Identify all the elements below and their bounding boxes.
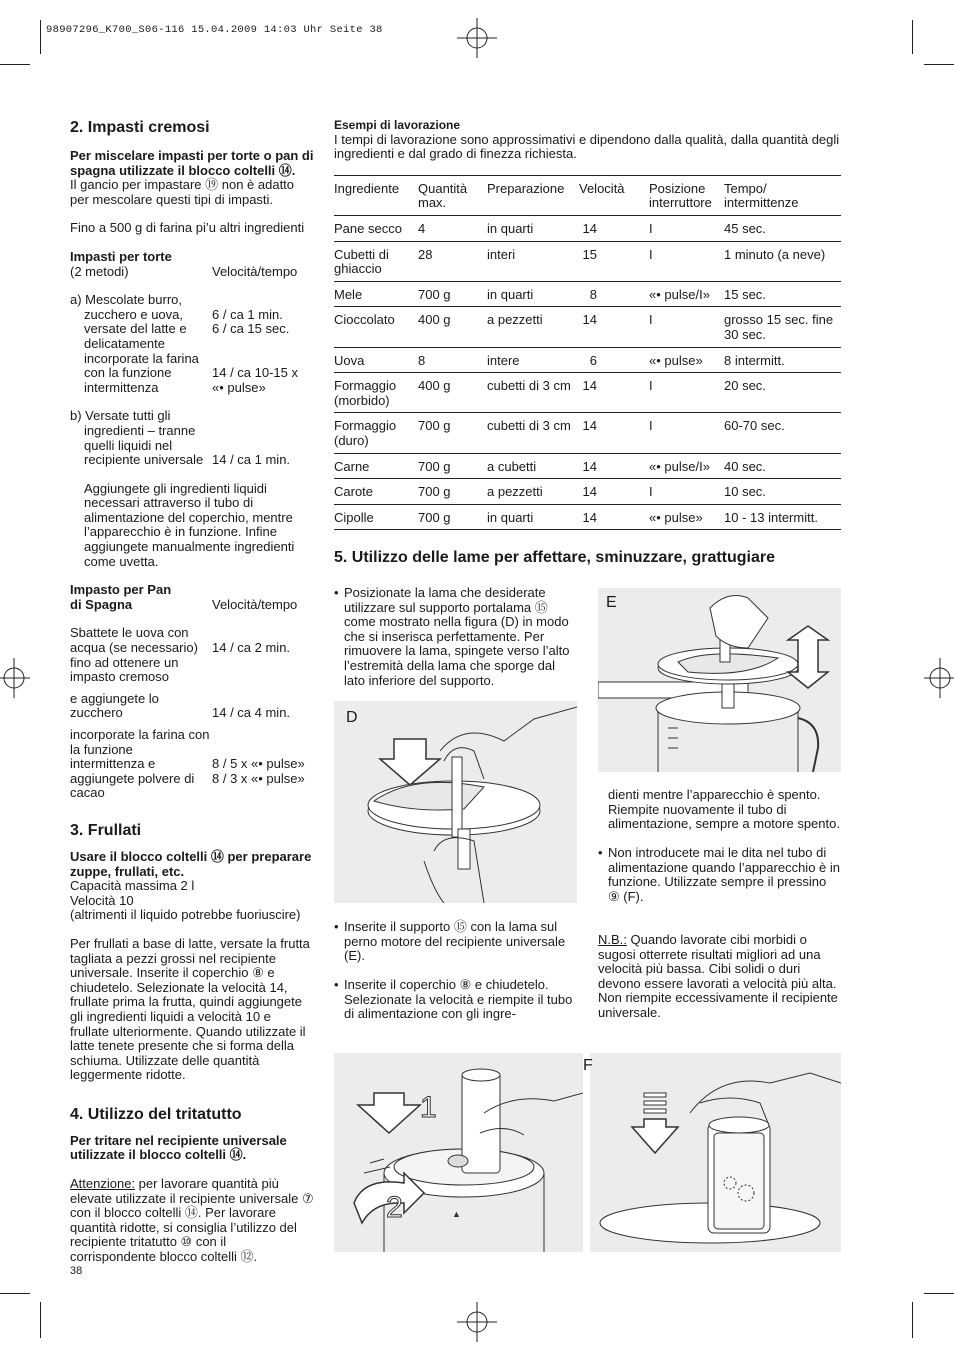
left-column (70, 118, 315, 1265)
table-cell: in quarti (487, 215, 579, 241)
table-cell: intere (487, 347, 579, 373)
table-cell: 60-70 sec. (724, 413, 841, 453)
table-cell: 28 (418, 241, 487, 281)
bullet-text: Inserite il supporto ⑮ con la lama sul perno motore del recipiente universale (E). (344, 919, 566, 964)
method-a-v1: 6 / ca 1 min. (212, 306, 283, 322)
table-row (334, 413, 841, 453)
table-cell: 14 (579, 215, 649, 241)
table-cell: I (649, 241, 724, 281)
table-header-cell: Velocità (579, 175, 649, 215)
s4-intro-bold: Per tritare nel recipiente universale utilizzate il blocco coltelli ⑭. (70, 1132, 287, 1163)
table-row (334, 241, 841, 281)
table-cell: 8 (418, 347, 487, 373)
table-cell: in quarti (487, 281, 579, 307)
table-cell: 400 g (418, 307, 487, 347)
limit-text: Fino a 500 g di farina pi’u altri ingredienti (70, 220, 305, 236)
figure-label: E (606, 594, 617, 611)
table-cell: 14 (579, 504, 649, 530)
table-cell: 6 (579, 347, 649, 373)
bullet-text: Inserite il coperchio ⑧ e chiudetelo. Selezionate la velocità e riempite il tubo di alimentazione con gli ingre- (344, 977, 573, 1022)
table-cell: 10 - 13 intermitt. (724, 504, 841, 530)
nb-note (598, 933, 841, 1021)
table-row (334, 215, 841, 241)
bullet-dot: • (598, 845, 603, 860)
figure-f-left-illustration (334, 1053, 583, 1252)
table-cell: 700 g (418, 504, 487, 530)
figure-d-illustration (334, 701, 577, 903)
crop-mark (924, 64, 954, 65)
bullet-dot: • (334, 585, 339, 600)
method-a-text: a) Mescolate burro, zucchero e uova, versate del latte e delicatamente incorporate la farina con la funzione intermittenza (70, 292, 199, 395)
pan-step-3-text: incorporate la farina con la funzione intermittenza e aggiungete polvere di cacao (70, 727, 210, 801)
table-cell: Pane secco (334, 215, 418, 241)
table-cell: grosso 15 sec. fine 30 sec. (724, 307, 841, 347)
crop-mark (0, 1293, 30, 1294)
table-cell: 8 (579, 281, 649, 307)
bullet-text: Posizionate la lama che desiderate utilizzare sul supporto portalama ⑮ come mostrato nella figura (D) in modo che si inserisca perfettamente. Per rimuovere la lama, spingete verso l’alto l’estremità della lama che sporge dal lato inferiore del supporto. (344, 585, 570, 688)
table-cell: 20 sec. (724, 373, 841, 413)
pan-step-1 (70, 626, 315, 684)
figure-f-right-illustration (590, 1053, 841, 1252)
table-cell: «• pulse/I» (649, 453, 724, 479)
attention-text: per lavorare quantità più elevate utilizzate il recipiente universale ⑦ con il blocco coltelli ⑭. Per lavorare quantità ridotte, si consiglia l’utilizzo del recipiente tritatutto ⑩ con il corrispondente blocco coltelli ⑫. (70, 1176, 314, 1265)
table-cell: «• pulse» (649, 504, 724, 530)
pan-step-3 (70, 728, 315, 801)
step-number: 1 (420, 1091, 437, 1124)
table-cell: Formaggio (duro) (334, 413, 418, 453)
svg-text:▲: ▲ (452, 1209, 461, 1219)
section-title: 4. Utilizzo del tritatutto (70, 1105, 242, 1123)
nb-text: Quando lavorate cibi morbidi o sugosi otterrete risultati migliori ad una velocità più bassa. Cibi solidi o duri devono essere lavorati a velocità più alta. Non riempite eccessivamente il recipiente universale. (598, 932, 838, 1020)
table-cell: 15 sec. (724, 281, 841, 307)
section-title: 5. Utilizzo delle lame per affettare, sminuzzare, grattugiare (334, 549, 776, 566)
table-row (334, 504, 841, 530)
table-cell: Cubetti di ghiaccio (334, 241, 418, 281)
section-title: 3. Frullati (70, 821, 142, 839)
pan-speed-head: Velocità/tempo (212, 596, 298, 612)
table-cell: 14 (579, 413, 649, 453)
table-cell: I (649, 479, 724, 505)
table-cell: 8 intermitt. (724, 347, 841, 373)
bullet-item (598, 846, 841, 904)
table-header-cell: Posizione interruttore (649, 175, 724, 215)
bullet-item (334, 978, 574, 1022)
table-row (334, 347, 841, 373)
examples-block (334, 118, 841, 530)
registration-mark (0, 658, 30, 698)
examples-table (334, 175, 841, 531)
method-a-v4: «• pulse» (212, 379, 266, 395)
table-cell: 700 g (418, 453, 487, 479)
pan-step-1-v: 14 / ca 2 min. (212, 640, 291, 656)
table-cell: I (649, 215, 724, 241)
nb-label: N.B.: (598, 932, 627, 947)
table-header-cell: Tempo/ intermittenze (724, 175, 841, 215)
table-cell: Mele (334, 281, 418, 307)
section-title: 2. Impasti cremosi (70, 119, 210, 136)
table-cell: a pezzetti (487, 307, 579, 347)
table-cell: 14 (579, 307, 649, 347)
s3-paragraph: Per frullati a base di latte, versate la frutta tagliata a pezzi grossi nel recipiente universale. Inserite il coperchio ⑧ e chiudetelo. Selezionate la velocità 14, frullate prima la frutta, quindi aggiungete gli ingredienti liquidi a velocità 10 e frullate ulteriormente. Quando utilizzate il latte tenete presente che si forma della schiuma. Utilizzate delle quantità leggermente ridotte. (70, 935, 310, 1083)
table-row (334, 281, 841, 307)
table-header-cell: Ingrediente (334, 175, 418, 215)
table-cell: Formaggio (morbido) (334, 373, 418, 413)
table-cell: 700 g (418, 413, 487, 453)
s3-line: (altrimenti il liquido potrebbe fuoriuscire) (70, 907, 301, 923)
pan-step-2 (70, 692, 315, 721)
crop-mark (40, 20, 41, 54)
bullet-text: Non introducete mai le dita nel tubo di alimentazione quando l’apparecchio è in funzione. Utilizzate sempre il pressino ⑨ (F). (608, 845, 840, 904)
table-cell: a pezzetti (487, 479, 579, 505)
table-cell: Cipolle (334, 504, 418, 530)
table-cell: I (649, 373, 724, 413)
pan-step-3-v1: 8 / 5 x «• pulse» (212, 756, 305, 772)
table-cell: I (649, 413, 724, 453)
print-header: 98907296_K700_S06-116 15.04.2009 14:03 Uhr Seite 38 (46, 24, 383, 36)
pan-step-1-text: Sbattete le uova con acqua (se necessario) fino ad ottenere un impasto cremoso (70, 625, 198, 685)
step-number: 2 (386, 1191, 403, 1224)
method-b-text: b) Versate tutti gli ingredienti – tranne quelli liquidi nel recipiente universale (70, 408, 204, 468)
table-cell: 10 sec. (724, 479, 841, 505)
table-cell: I (649, 307, 724, 347)
table-cell: a cubetti (487, 453, 579, 479)
table-header-row (334, 175, 841, 215)
torte-head-sub: (2 metodi) (70, 263, 129, 279)
table-header-cell: Quantità max. (418, 175, 487, 215)
table-cell: 40 sec. (724, 453, 841, 479)
table-cell: cubetti di 3 cm (487, 373, 579, 413)
table-cell: Carne (334, 453, 418, 479)
intro-text: Il gancio per impastare ⑲ non è adatto per mescolare questi tipi di impasti. (70, 177, 295, 207)
figure-label: D (346, 709, 358, 726)
table-cell: 14 (579, 373, 649, 413)
table-cell: interi (487, 241, 579, 281)
crop-mark (912, 1302, 913, 1338)
table-cell: 4 (418, 215, 487, 241)
registration-mark (924, 658, 954, 698)
method-b-text2: Aggiungete gli ingredienti liquidi necessari attraverso il tubo di alimentazione del coperchio, mentre l’apparecchio è in funzione. Infine aggiungete manualmente ingredienti come uvetta. (84, 480, 295, 569)
table-cell: Uova (334, 347, 418, 373)
table-cell: 14 (579, 479, 649, 505)
bullet-continuation: dienti mentre l’apparecchio è spento. Riempite nuovamente il tubo di alimentazione, sempre a motore spento. (608, 787, 840, 832)
s3-intro-bold: Usare il blocco coltelli ⑭ per preparare zuppe, frullati, etc. (70, 848, 312, 879)
table-cell: 14 (579, 453, 649, 479)
s4-attention (70, 1177, 315, 1265)
table-header-cell: Preparazione (487, 175, 579, 215)
figure-d (334, 701, 577, 903)
registration-mark (457, 1302, 497, 1342)
crop-mark (40, 1302, 41, 1338)
table-row (334, 373, 841, 413)
table-row (334, 453, 841, 479)
bullet-dot: • (334, 919, 339, 934)
table-cell: «• pulse» (649, 347, 724, 373)
torte-head-bold: Impasti per torte (70, 248, 172, 264)
table-cell: Carote (334, 479, 418, 505)
method-b (70, 409, 315, 467)
crop-mark (912, 20, 913, 54)
table-cell: 15 (579, 241, 649, 281)
table-cell: in quarti (487, 504, 579, 530)
examples-title: Esempi di lavorazione (334, 118, 461, 132)
pan-step-3-v2: 8 / 3 x «• pulse» (212, 770, 305, 786)
bullet-dot: • (334, 977, 339, 992)
table-row (334, 479, 841, 505)
figure-e (598, 588, 841, 772)
crop-mark (924, 1293, 954, 1294)
table-cell: «• pulse/I» (649, 281, 724, 307)
pan-header (70, 583, 315, 612)
pan-head-bold: Impasto per Pan di Spagna (70, 582, 172, 612)
method-a-v2: 6 / ca 15 sec. (212, 321, 290, 337)
figure-f-right (583, 1053, 841, 1252)
method-b-v: 14 / ca 1 min. (212, 452, 291, 468)
table-cell: 700 g (418, 281, 487, 307)
bullet-item (334, 586, 574, 688)
pan-step-2-v: 14 / ca 4 min. (212, 705, 291, 721)
figure-f-left (334, 1053, 583, 1252)
table-row (334, 307, 841, 347)
crop-mark (0, 64, 30, 65)
attention-label: Attenzione: (70, 1176, 136, 1192)
intro-bold: Per miscelare impasti per torte o pan di spagna utilizzate il blocco coltelli ⑭. (70, 148, 314, 178)
bullet-item (334, 920, 574, 964)
figure-label: F (583, 1057, 593, 1074)
page-number: 38 (70, 1265, 83, 1277)
registration-mark (457, 18, 497, 58)
s3-line: Capacità massima 2 l (70, 878, 195, 894)
table-cell: 45 sec. (724, 215, 841, 241)
table-cell: 1 minuto (a neve) (724, 241, 841, 281)
speed-head: Velocità/tempo (212, 263, 298, 279)
figure-e-illustration (598, 588, 841, 772)
method-a-v3: 14 / ca 10-15 x (212, 365, 298, 381)
table-cell: Cioccolato (334, 307, 418, 347)
table-cell: 700 g (418, 479, 487, 505)
torte-header (70, 250, 315, 279)
examples-text: I tempi di lavorazione sono approssimativi e dipendono dalla qualità, dalla quantità degli ingredienti e dal grado di finezza richiesta. (334, 131, 840, 162)
pan-step-2-text: e aggiungete lo zucchero (70, 690, 159, 721)
s3-line: Velocità 10 (70, 892, 134, 908)
method-a (70, 293, 315, 395)
table-cell: cubetti di 3 cm (487, 413, 579, 453)
table-cell: 400 g (418, 373, 487, 413)
